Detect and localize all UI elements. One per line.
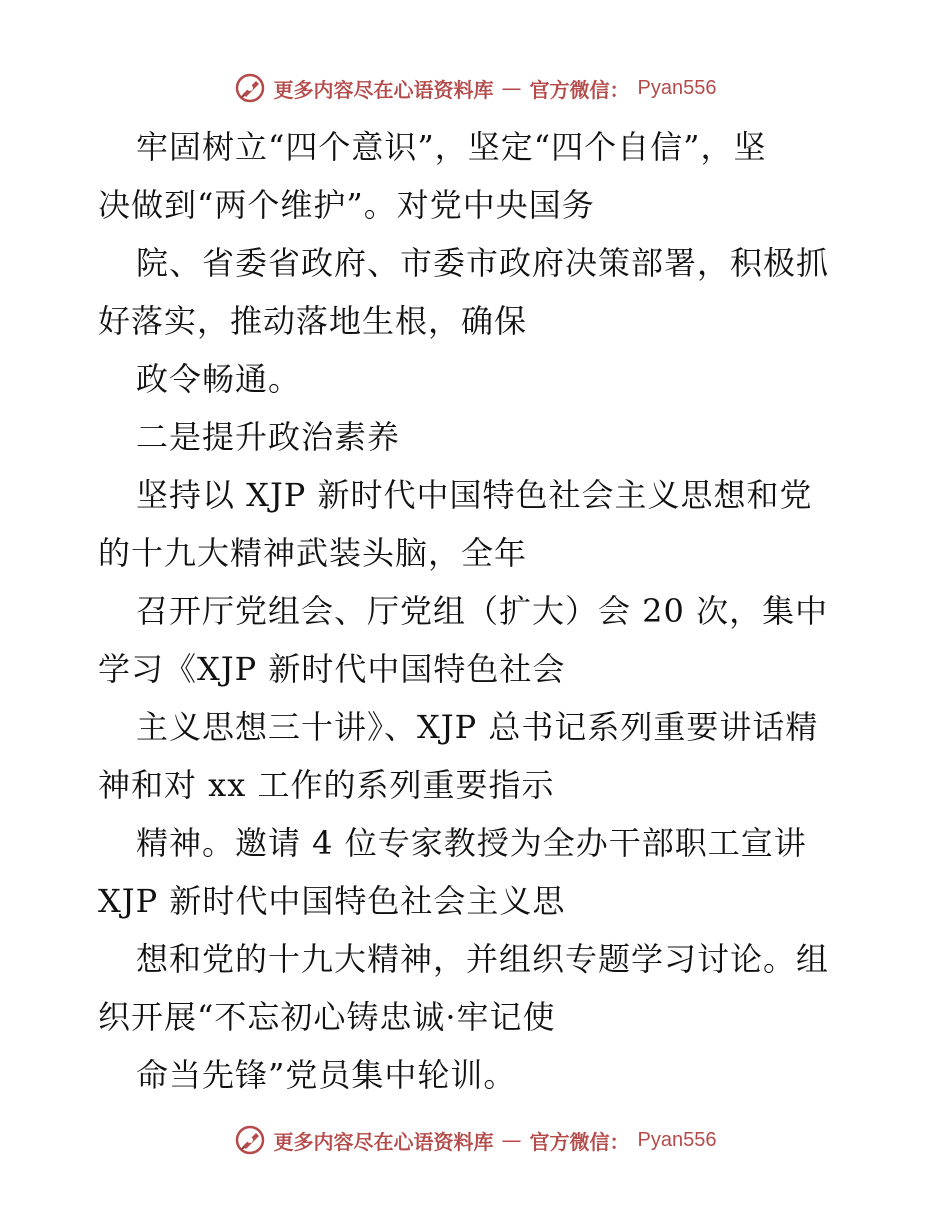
text-line: 院、省委省政府、市委市政府决策部署，积极抓 — [136, 244, 830, 282]
text-line: 好落实，推动落地生根，确保 — [98, 302, 528, 340]
watermark-id: Pyan556 — [637, 1128, 717, 1151]
text-line: 二是提升政治素养 — [136, 418, 401, 456]
text-line: 的十九大精神武装头脑，全年 — [98, 534, 528, 572]
document-body — [98, 118, 868, 1104]
header-watermark — [0, 72, 950, 104]
watermark-text: 更多内容尽在心语资料库 — [273, 77, 494, 102]
watermark-dash: — — [501, 76, 522, 100]
text-line: 主义思想三十讲》、XJP 总书记系列重要讲话精 — [136, 708, 819, 746]
text-line: 神和对 xx 工作的系列重要指示 — [98, 766, 555, 804]
watermark-text: 更多内容尽在心语资料库 — [273, 1129, 494, 1154]
text-line: XJP 新时代中国特色社会主义思 — [98, 882, 566, 920]
logo-icon — [234, 72, 266, 104]
text-line: 决做到“两个维护”。对党中央国务 — [98, 186, 595, 224]
text-line: 牢固树立“四个意识”，坚定“四个自信”，坚 — [136, 128, 767, 166]
text-line: 想和党的十九大精神，并组织专题学习讨论。组 — [136, 940, 830, 978]
text-line: 政令畅通。 — [136, 360, 302, 398]
text-line: 织开展“不忘初心铸忠诚·牢记使 — [98, 998, 556, 1036]
watermark-id: Pyan556 — [637, 76, 717, 99]
text-line: 命当先锋”党员集中轮训。 — [136, 1056, 517, 1094]
footer-watermark — [0, 1124, 950, 1156]
watermark-label: 官方微信： — [529, 1129, 630, 1154]
text-line: 召开厅党组会、厅党组（扩大）会 20 次，集中 — [136, 592, 829, 630]
text-line: 学习《XJP 新时代中国特色社会 — [98, 650, 566, 688]
watermark-dash: — — [501, 1128, 522, 1152]
text-line: 精神。邀请 4 位专家教授为全办干部职工宣讲 — [136, 824, 807, 862]
logo-icon — [234, 1124, 266, 1156]
text-line: 坚持以 XJP 新时代中国特色社会主义思想和党 — [136, 476, 813, 514]
watermark-label: 官方微信： — [529, 77, 630, 102]
